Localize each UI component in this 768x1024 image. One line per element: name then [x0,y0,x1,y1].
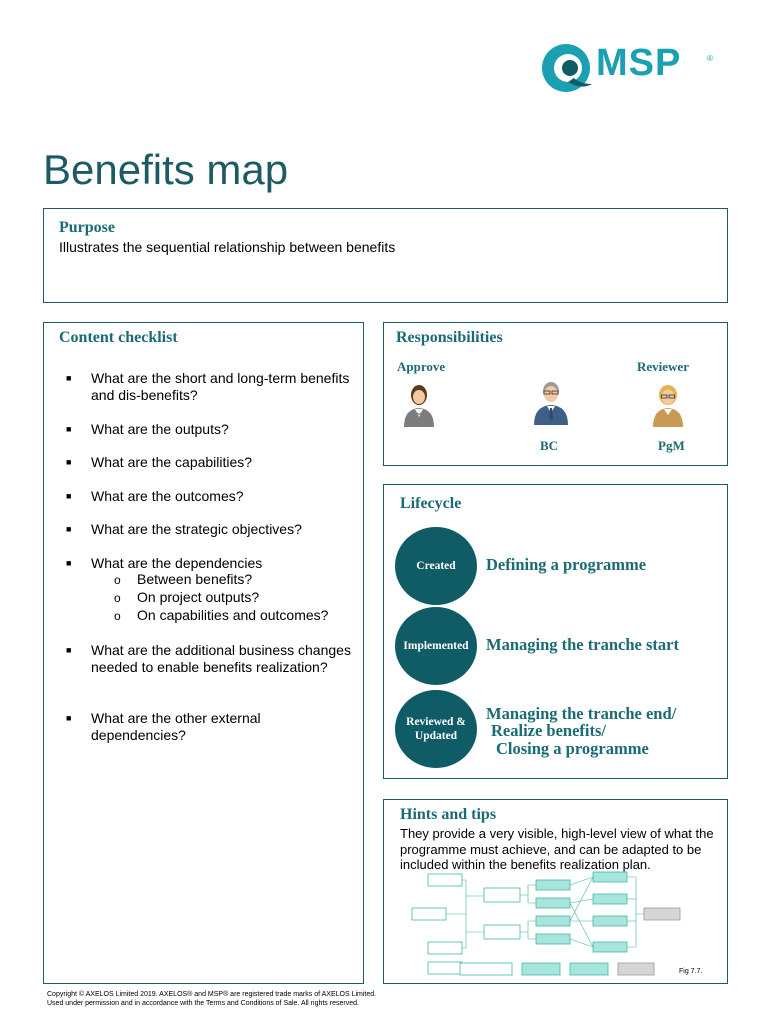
stage-created-label: Created [416,560,456,572]
checklist-item-text: What are the strategic objectives? [91,521,302,537]
benefits-map-figure [408,870,710,982]
footer [47,991,376,1008]
bullet-icon: ■ [66,713,72,723]
content-checklist-box [43,322,364,984]
stage-implemented-text: Managing the tranche start [486,635,679,654]
purpose-title: Purpose [59,219,115,236]
stage-reviewed-text-line2: Realize benefits/ [491,721,607,740]
stage-reviewed-text-line3: Closing a programme [496,739,649,758]
checklist-item-text: What are the dependencies [91,555,263,571]
bullet-icon: ■ [66,373,72,383]
logo-text: MSP [596,42,682,84]
stage-created-circle [395,527,477,605]
lifecycle-title: Lifecycle [400,495,462,512]
checklist-item-text: What are the other external dependencies? [91,710,261,743]
figure-label: Fig 7.7. [679,968,703,975]
stage-reviewed-label [406,715,466,743]
bullet-icon: ■ [66,645,72,655]
lifecycle-box [383,484,728,779]
footer-permission: Used under permission and in accordance with the Terms and Conditions of Sale. All rights reserved. [47,999,359,1007]
pgm-label: PgM [658,438,685,453]
stage-reviewed-text-line1: Managing the tranche end/ [486,704,677,723]
sub-bullet-icon: o [114,591,121,605]
sub-bullet-icon: o [114,573,121,587]
checklist-sub-item-text: On capabilities and outcomes? [137,607,329,623]
bc-label: BC [540,438,559,453]
page-title: Benefits map [43,146,289,193]
responsibilities-box [383,322,728,466]
purpose-box [43,208,728,303]
hints-title: Hints and tips [400,806,497,823]
hints-box [383,799,728,984]
pgm-avatar-icon [650,381,686,429]
approve-label: Approve [397,359,446,374]
bc-avatar-icon [532,378,570,426]
stage-created-text: Defining a programme [486,555,647,574]
sub-bullet-icon: o [114,609,121,623]
logo-registered-mark: ® [707,54,713,63]
bullet-icon: ■ [66,424,72,434]
footer-copyright: Copyright © AXELOS Limited 2019. AXELOS® and MSP® are registered trade marks of AXELOS Limited. [47,991,377,998]
stage-reviewed-label-line1: Reviewed & [406,716,466,728]
stage-reviewed-label-line2: Updated [414,730,458,742]
stage-implemented-circle [395,607,477,685]
purpose-text: Illustrates the sequential relationship between benefits [59,239,396,255]
checklist-sub-item-text: Between benefits? [137,571,253,587]
checklist-item-text: What are the outcomes? [91,488,244,504]
hints-text: They provide a very visible, high-level view of what the programme must achieve, and can be adapted to be included within the benefits realization plan. [400,826,714,872]
checklist-item-text: What are the short and long-term benefits and dis-benefits? [91,370,350,403]
bullet-icon: ■ [66,457,72,467]
bullet-icon: ■ [66,558,72,568]
bullet-icon: ■ [66,524,72,534]
responsibilities-title: Responsibilities [396,329,503,346]
checklist-item-text: What are the capabilities? [91,454,253,470]
checklist-item-text: What are the outputs? [91,421,229,437]
checklist-item-text: What are the additional business changes needed to enable benefits realization? [91,642,351,675]
bullet-icon: ■ [66,491,72,501]
checklist-title: Content checklist [59,329,178,346]
stage-reviewed-circle [395,690,477,768]
reviewer-label: Reviewer [637,359,689,374]
checklist-sub-item-text: On project outputs? [137,589,260,605]
approver-avatar-icon [401,381,437,429]
stage-implemented-label: Implemented [403,640,469,652]
